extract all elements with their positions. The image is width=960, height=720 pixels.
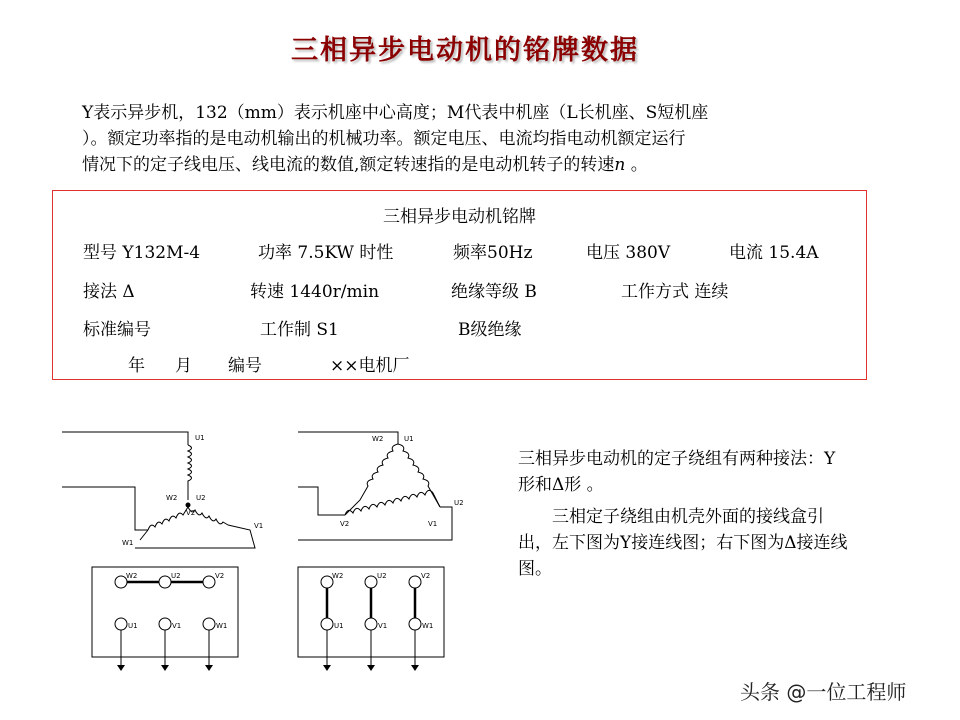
insulation-class-value: B级绝缘 (458, 320, 522, 340)
frequency-value: 频率50Hz (453, 243, 533, 263)
standard-label: 标准编号 (83, 320, 151, 340)
current-value: 电流 15.4A (729, 243, 819, 263)
box2-label-w1: W1 (422, 622, 434, 630)
box2-label-u2: U2 (377, 572, 387, 580)
serial-label: 编号 (228, 356, 262, 376)
label-v1: V1 (254, 522, 264, 530)
box1-label-u2: U2 (171, 572, 181, 580)
delta-label-u1: U1 (404, 435, 414, 443)
speed-variable: n (614, 155, 626, 175)
speed-value: 转速 1440r/min (250, 282, 380, 302)
duty-mode-value: 工作方式 连续 (621, 282, 729, 302)
delta-coil-bottom (345, 490, 440, 515)
factory-label: ××电机厂 (330, 356, 410, 376)
label-u2: U2 (196, 494, 206, 502)
description-paragraph-1: 三相异步电动机的定子绕组有两种接法：Y形和Δ形 。 (518, 449, 836, 495)
box1-label-w2: W2 (126, 572, 138, 580)
box1-label-v2: V2 (215, 572, 225, 580)
nameplate-title: 三相异步电动机铭牌 (383, 207, 536, 227)
label-w1: W1 (122, 539, 134, 547)
delta-coil-right (398, 444, 440, 507)
box1-label-u1: U1 (128, 622, 138, 630)
label-v2: V2 (186, 509, 196, 517)
description-paragraph-2: 三相定子绕组由机壳外面的接线盒引出，左下图为Y接连线图；右下图为Δ接连线图。 (518, 507, 848, 579)
power-value: 功率 7.5KW 时性 (258, 243, 394, 263)
intro-line-1: Y表示异步机，132（mm）表示机座中心高度；M代表中机座（L长机座、S短机座 (82, 103, 709, 123)
connection-description (518, 446, 848, 588)
delta-diagram-labels (340, 435, 464, 528)
intro-line-3-text: 情况下的定子线电压、线电流的数值,额定转速指的是电动机转子的转速 (82, 155, 615, 175)
label-w2: W2 (166, 494, 178, 502)
delta-coil-left (345, 444, 398, 515)
winding-coil-u (188, 445, 192, 500)
delta-label-v1: V1 (428, 520, 438, 528)
intro-line-3-end: 。 (625, 155, 648, 175)
delta-label-w2: W2 (372, 435, 384, 443)
delta-terminal-box (298, 567, 444, 668)
insulation-value: 绝缘等级 B (451, 282, 537, 302)
box2-label-u1: U1 (334, 622, 344, 630)
delta-label-u2: U2 (454, 499, 464, 507)
duty-value: 工作制 S1 (260, 320, 339, 340)
voltage-value: 电压 380V (586, 243, 671, 263)
box2-label-v2: V2 (421, 572, 431, 580)
model-value: 型号 Y132M-4 (83, 243, 201, 263)
box1-label-w1: W1 (216, 622, 228, 630)
star-winding-diagram (62, 432, 255, 548)
watermark: 头条 @一位工程师 (740, 680, 907, 704)
box2-label-w2: W2 (332, 572, 344, 580)
page-title: 三相异步电动机的铭牌数据 (291, 35, 639, 66)
winding-coil-w (148, 507, 188, 530)
month-label: 月 (175, 356, 192, 376)
box2-label-v1: V1 (378, 622, 388, 630)
delta-label-v2: V2 (340, 520, 350, 528)
box1-label-v1: V1 (172, 622, 182, 630)
intro-line-2: ）。额定功率指的是电动机输出的机械功率。额定电压、电流均指电动机额定运行 (82, 129, 686, 149)
connection-value: 接法 Δ (83, 282, 135, 302)
star-terminal-box (92, 567, 238, 668)
year-label: 年 (128, 356, 145, 376)
label-u1: U1 (195, 434, 205, 442)
